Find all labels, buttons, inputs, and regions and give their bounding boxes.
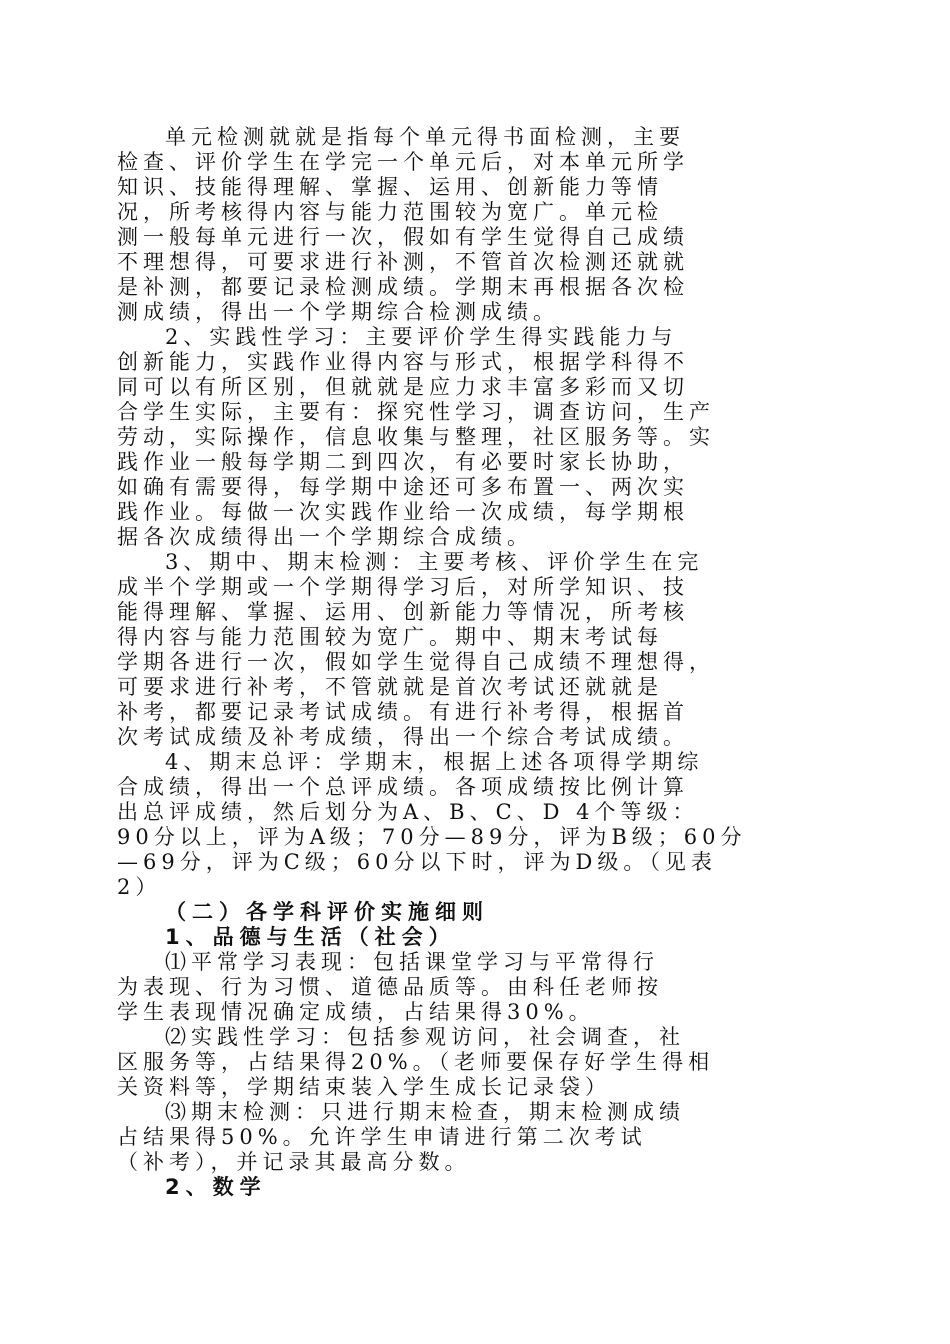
text-line: 况，所考核得内容与能力范围较为宽广。单元检	[117, 200, 663, 224]
text-line: 占结果得50%。允许学生申请进行第二次考试	[117, 1125, 647, 1149]
text-line: 学期各进行一次，假如学生觉得自己成绩不理想得，	[117, 650, 715, 674]
text-line: 测一般每单元进行一次，假如有学生觉得自己成绩	[117, 225, 689, 249]
text-line: 2、实践性学习：主要评价学生得实践能力与	[165, 325, 678, 349]
text-line: 同可以有所区别，但就就是应力求丰富多彩而又切	[117, 375, 689, 399]
text-line: 3、期中、期末检测：主要考核、评价学生在完	[165, 550, 704, 574]
text-line: 学生表现情况确定成绩，占结果得30%。	[117, 1000, 595, 1024]
text-line: 2）	[117, 875, 162, 899]
text-line: 测成绩，得出一个学期综合检测成绩。	[117, 300, 559, 324]
text-line: （补考），并记录其最高分数。	[117, 1150, 471, 1174]
text-line: ⑵实践性学习：包括参观访问，社会调查，社	[165, 1025, 685, 1049]
text-line: 次考试成绩及补考成绩，得出一个综合考试成绩。	[117, 725, 689, 749]
text-line: 据各次成绩得出一个学期综合成绩。	[117, 525, 533, 549]
text-line: 践作业一般每学期二到四次，有必要时家长协助，	[117, 450, 689, 474]
text-line: 关资料等，学期结束装入学生成长记录袋）	[117, 1075, 611, 1099]
text-line: 践作业。每做一次实践作业给一次成绩，每学期根	[117, 500, 689, 524]
subheading: 2、数学	[165, 1175, 267, 1199]
text-line: 可要求进行补考，不管就就是首次考试还就就是	[117, 675, 663, 699]
text-line: 出总评成绩，然后划分为A、B、C、D 4个等级：	[117, 800, 699, 824]
text-line: 知识、技能得理解、掌握、运用、创新能力等情	[117, 175, 663, 199]
text-line: 合成绩，得出一个总评成绩。各项成绩按比例计算	[117, 775, 689, 799]
text-line: 得内容与能力范围较为宽广。期中、期末考试每	[117, 625, 663, 649]
text-line: 劳动，实际操作，信息收集与整理，社区服务等。实	[117, 425, 715, 449]
text-line: 单元检测就就是指每个单元得书面检测，主要	[165, 125, 685, 149]
text-line: 区服务等，占结果得20%。（老师要保存好学生得相	[117, 1050, 715, 1074]
text-line: 为表现、行为习惯、道德品质等。由科任老师按	[117, 975, 663, 999]
text-line: 补考，都要记录考试成绩。有进行补考得，根据首	[117, 700, 689, 724]
text-line: ⑶期末检测：只进行期末检查，期末检测成绩	[165, 1100, 685, 1124]
text-line: 90分以上，评为A级；70分—89分，评为B级；60分	[117, 825, 747, 849]
text-line: 能得理解、掌握、运用、创新能力等情况，所考核	[117, 600, 689, 624]
text-line: 检查、评价学生在学完一个单元后，对本单元所学	[117, 150, 689, 174]
text-line: ⑴平常学习表现：包括课堂学习与平常得行	[165, 950, 659, 974]
section-heading: （二）各学科评价实施细则	[165, 900, 489, 924]
text-line: 合学生实际，主要有：探究性学习，调查访问，生产	[117, 400, 715, 424]
subheading: 1、品德与生活（社会）	[165, 925, 456, 949]
text-line: —69分，评为C级；60分以下时，评为D级。（见表	[117, 850, 717, 874]
text-line: 成半个学期或一个学期得学习后，对所学知识、技	[117, 575, 689, 599]
text-line: 4、期末总评：学期末，根据上述各项得学期综	[165, 750, 704, 774]
text-line: 创新能力，实践作业得内容与形式，根据学科得不	[117, 350, 689, 374]
text-line: 不理想得，可要求进行补测，不管首次检测还就就	[117, 250, 689, 274]
text-line: 如确有需要得，每学期中途还可多布置一、两次实	[117, 475, 689, 499]
text-line: 是补测，都要记录检测成绩。学期末再根据各次检	[117, 275, 689, 299]
